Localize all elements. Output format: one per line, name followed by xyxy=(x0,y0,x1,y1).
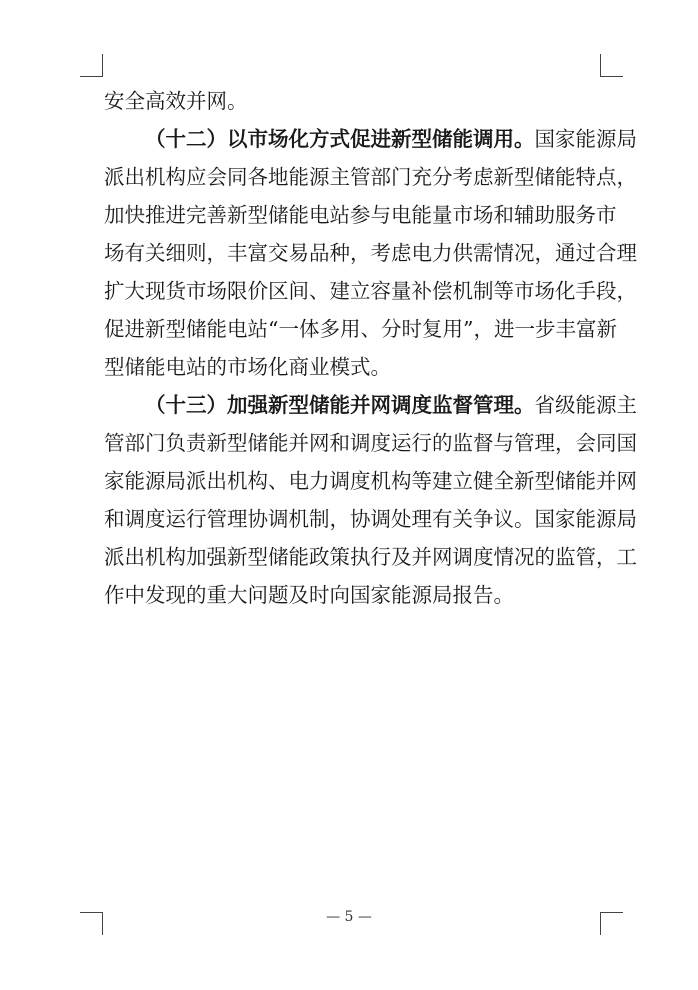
crop-mark-top-right xyxy=(600,54,623,77)
paragraph-2-line-6: 促进新型储能电站“一体多用、分时复用”，进一步丰富新 xyxy=(104,317,617,341)
paragraph-2-line-5: 扩大现货市场限价区间、建立容量补偿机制等市场化手段， xyxy=(104,279,637,303)
page-number: — 5 — xyxy=(326,909,372,925)
paragraph-3-line-4: 和调度运行管理协调机制，协调处理有关争议。国家能源局 xyxy=(104,507,637,531)
section-heading-13: （十三）加强新型储能并网调度监督管理。 xyxy=(145,393,535,417)
paragraph-2-line-4: 场有关细则，丰富交易品种，考虑电力供需情况，通过合理 xyxy=(104,241,637,265)
paragraph-3-line-3: 家能源局派出机构、电力调度机构等建立健全新型储能并网 xyxy=(104,469,637,493)
section-heading-12: （十二）以市场化方式促进新型储能调用。 xyxy=(145,127,535,151)
paragraph-3-line-6: 作中发现的重大问题及时向国家能源局报告。 xyxy=(104,583,514,607)
paragraph-2-line-1: （十二）以市场化方式促进新型储能调用。国家能源局 xyxy=(145,127,637,151)
paragraph-3-line-2: 管部门负责新型储能并网和调度运行的监督与管理，会同国 xyxy=(104,431,637,455)
crop-mark-top-left xyxy=(80,54,103,77)
paragraph-2-line-3: 加快推进完善新型储能电站参与电能量市场和辅助服务市 xyxy=(104,203,617,227)
paragraph-2-line-7: 型储能电站的市场化商业模式。 xyxy=(104,355,391,379)
paragraph-2-line-2: 派出机构应会同各地能源主管部门充分考虑新型储能特点， xyxy=(104,165,637,189)
paragraph-3-line-5: 派出机构加强新型储能政策执行及并网调度情况的监管，工 xyxy=(104,545,637,569)
paragraph-1-line-1: 安全高效并网。 xyxy=(104,89,248,113)
paragraph-3-line-1: （十三）加强新型储能并网调度监督管理。省级能源主 xyxy=(145,393,637,417)
document-body xyxy=(104,82,637,614)
